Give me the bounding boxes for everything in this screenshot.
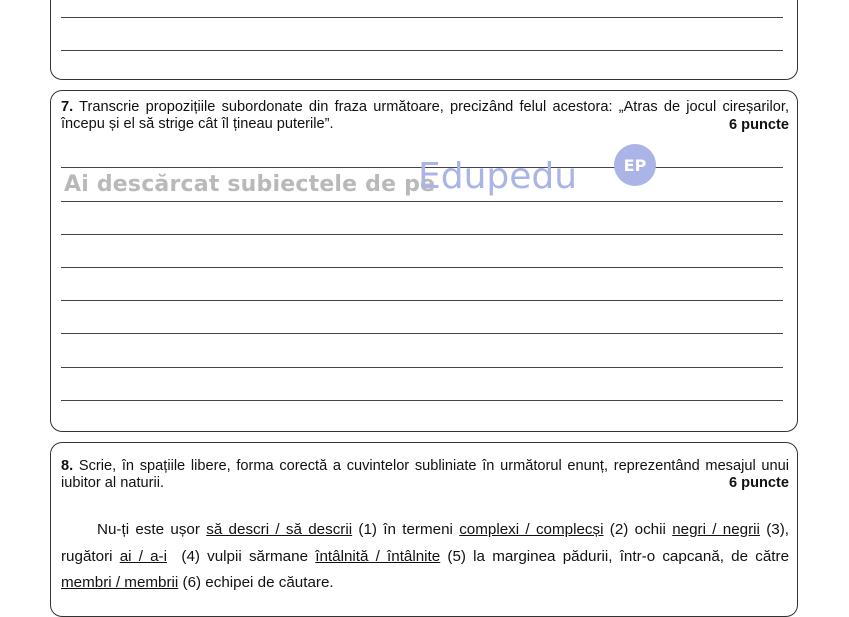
answer-line — [61, 333, 783, 334]
answer-line — [61, 201, 783, 202]
sentence-text: (6) echipei de căutare. — [178, 574, 334, 591]
option-2: complexi / complecși — [459, 521, 604, 538]
question-8-text — [61, 458, 789, 492]
sentence-text: Nu-ți este ușor — [97, 521, 207, 538]
answer-line — [61, 50, 783, 51]
question-8-points: 6 puncte — [728, 475, 789, 491]
sentence-text: (1) în termeni — [352, 521, 460, 538]
answer-line — [61, 367, 783, 368]
watermark-brand: Edupedu — [418, 156, 578, 197]
option-4: ai / a-i — [119, 547, 167, 565]
question-8-number: 8. — [61, 458, 74, 474]
option-3: negri / negrii — [672, 521, 760, 538]
answer-line — [61, 17, 783, 18]
svg-text:EP: EP — [623, 156, 647, 175]
answer-box-previous — [50, 0, 798, 80]
question-8-sentence — [61, 517, 789, 597]
option-1: să descri / să descrii — [206, 521, 353, 538]
question-7-number: 7. — [61, 99, 74, 115]
answer-line — [61, 400, 783, 401]
sentence-text: (5) la marginea pădurii, într-o capcană, de către — [440, 547, 790, 565]
question-7-statement: Transcrie propozițiile subordonate din fraza următoare, precizând felul acestora: „Atras de jocul cireșarilor, începu și el să strige cât îl țineau puterile”. — [61, 99, 789, 132]
option-5: întâlnită / întâlnite — [315, 547, 441, 565]
answer-line — [61, 234, 783, 235]
sentence-text: (4) vulpii sărmane — [167, 547, 316, 565]
option-6: membri / membrii — [61, 574, 179, 591]
answer-line — [61, 300, 783, 301]
question-7-points: 6 puncte — [728, 117, 789, 133]
question-8-statement: Scrie, în spațiile libere, forma corectă a cuvintelor subliniate în următorul enunț, reprezentând mesajul unui iubitor al naturii. — [61, 458, 789, 491]
sentence-text: (3), rugători — [61, 521, 790, 565]
watermark-text: Ai descărcat subiectele de pe — [64, 172, 436, 197]
edupedu-logo-icon — [610, 140, 660, 190]
answer-line — [61, 267, 783, 268]
question-7-box — [50, 90, 798, 432]
question-7-text — [61, 99, 789, 133]
question-8-box — [50, 442, 798, 617]
sentence-text: (2) ochii — [603, 521, 673, 538]
